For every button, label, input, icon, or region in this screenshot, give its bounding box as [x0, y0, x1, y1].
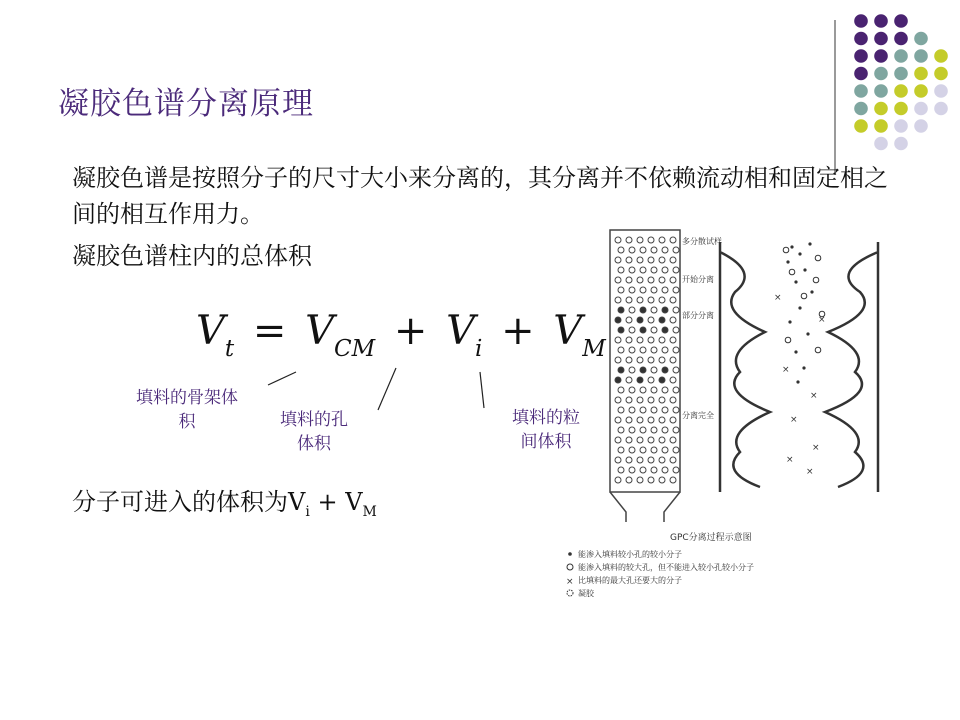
- accessible-prefix: 分子可进入的体积为: [72, 488, 288, 516]
- small-molecule: [803, 268, 806, 271]
- gel-bead: [651, 307, 657, 313]
- gel-bead: [626, 457, 632, 463]
- decorative-dot: [854, 67, 868, 81]
- gel-bead: [637, 417, 643, 423]
- gel-bead: [637, 357, 643, 363]
- pointer-line-interstitial: [480, 372, 484, 408]
- gel-bead: [662, 407, 668, 413]
- gel-bead: [662, 387, 668, 393]
- gel-bead: [615, 477, 621, 483]
- decorative-dot: [874, 14, 888, 28]
- gel-bead: [673, 267, 679, 273]
- gel-bead: [670, 357, 676, 363]
- small-molecule: [790, 245, 793, 248]
- decorative-dot: [854, 84, 868, 98]
- gel-bead: [662, 367, 668, 373]
- gel-bead: [651, 327, 657, 333]
- gel-bead: [670, 257, 676, 263]
- large-molecule: ×: [790, 415, 798, 425]
- formula-term-m: V: [553, 308, 583, 354]
- gel-bead: [670, 337, 676, 343]
- small-molecule: [794, 350, 797, 353]
- gel-bead: [626, 477, 632, 483]
- decorative-dot: [934, 67, 948, 81]
- gel-bead: [637, 237, 643, 243]
- small-molecule: [794, 280, 797, 283]
- formula-term-m-sub: M: [582, 336, 606, 362]
- small-molecule: [806, 332, 809, 335]
- decorative-divider: [834, 20, 836, 175]
- decorative-dot: [914, 32, 928, 46]
- gel-bead: [662, 427, 668, 433]
- gel-bead: [651, 467, 657, 473]
- gel-bead: [626, 417, 632, 423]
- formula-lhs: V: [196, 308, 225, 354]
- right-column-wall-left: [720, 242, 770, 492]
- gel-bead: [615, 377, 621, 383]
- small-molecule: [808, 242, 811, 245]
- gel-bead: [651, 427, 657, 433]
- gel-bead: [615, 397, 621, 403]
- gel-bead: [637, 477, 643, 483]
- accessible-vi: V: [288, 488, 306, 516]
- gel-bead: [648, 417, 654, 423]
- gel-bead: [648, 317, 654, 323]
- gel-bead: [618, 327, 624, 333]
- gel-bead: [648, 297, 654, 303]
- gel-bead: [615, 437, 621, 443]
- left-column-outlet: [610, 492, 680, 522]
- legend-item-3: 比填料的最大孔还要大的分子: [578, 576, 682, 585]
- gpc-separation-figure: [560, 222, 900, 610]
- gel-bead: [659, 357, 665, 363]
- gel-bead: [637, 457, 643, 463]
- formula-plus-1: +: [393, 308, 428, 354]
- decorative-dot: [874, 67, 888, 81]
- gel-bead: [662, 327, 668, 333]
- gel-bead: [662, 307, 668, 313]
- gel-bead: [640, 387, 646, 393]
- gel-bead: [629, 427, 635, 433]
- decorative-dot: [914, 84, 928, 98]
- gel-bead: [673, 387, 679, 393]
- gel-bead: [659, 297, 665, 303]
- total-volume-label: 凝胶色谱柱内的总体积: [72, 242, 312, 270]
- decorative-dot: [854, 119, 868, 133]
- gel-bead: [670, 457, 676, 463]
- gel-bead: [673, 467, 679, 473]
- decorative-dot: [874, 49, 888, 63]
- gel-bead: [659, 237, 665, 243]
- formula-term-i-sub: i: [474, 336, 483, 362]
- decorative-dot: [854, 49, 868, 63]
- right-column-wall-right: [825, 242, 878, 492]
- gel-bead: [626, 377, 632, 383]
- gel-bead: [659, 337, 665, 343]
- gel-bead: [626, 277, 632, 283]
- gel-bead: [670, 437, 676, 443]
- left-column-beads: [615, 237, 679, 483]
- gel-bead: [670, 237, 676, 243]
- gel-bead: [618, 387, 624, 393]
- legend-item-2: 能渗入填料的较大孔，但不能进入较小孔较小分子: [578, 563, 754, 572]
- gel-bead: [648, 397, 654, 403]
- legend-marker-large: ×: [566, 577, 574, 587]
- small-molecule: [796, 380, 799, 383]
- figure-label-done: 分离完全: [682, 411, 714, 420]
- gel-bead: [648, 277, 654, 283]
- formula-term-i: V: [446, 308, 475, 354]
- decorative-dot: [894, 32, 908, 46]
- gel-bead: [659, 397, 665, 403]
- decorative-dot: [934, 102, 948, 116]
- gel-bead: [626, 437, 632, 443]
- gel-bead: [648, 237, 654, 243]
- large-molecule: ×: [782, 365, 790, 375]
- decorative-dot: [894, 84, 908, 98]
- gel-bead: [648, 257, 654, 263]
- gel-bead: [618, 347, 624, 353]
- gel-bead: [673, 247, 679, 253]
- gel-bead: [618, 467, 624, 473]
- gel-bead: [662, 247, 668, 253]
- gel-bead: [640, 447, 646, 453]
- legend-item-4: 凝胶: [578, 589, 594, 598]
- decorative-dot: [874, 119, 888, 133]
- gel-bead: [662, 447, 668, 453]
- annotation-pore-line1: 填料的孔: [280, 410, 348, 430]
- figure-label-part: 部分分离: [682, 311, 714, 320]
- gel-bead: [659, 457, 665, 463]
- gel-bead: [673, 407, 679, 413]
- gel-bead: [670, 297, 676, 303]
- gel-bead: [651, 367, 657, 373]
- gel-bead: [615, 277, 621, 283]
- decorative-dot: [894, 14, 908, 28]
- accessible-volume-text: [72, 482, 377, 520]
- gel-bead: [640, 407, 646, 413]
- gel-bead: [651, 247, 657, 253]
- gel-bead: [659, 477, 665, 483]
- gel-bead: [615, 257, 621, 263]
- decorative-dot: [894, 137, 908, 151]
- gel-bead: [629, 287, 635, 293]
- gel-bead: [615, 357, 621, 363]
- annotation-skeleton-line2: 积: [178, 412, 196, 432]
- gel-bead: [618, 267, 624, 273]
- decorative-dot: [934, 84, 948, 98]
- legend-item-1: 能渗入填料较小孔的较小分子: [578, 550, 682, 559]
- large-molecule: ×: [818, 315, 826, 325]
- gel-bead: [659, 277, 665, 283]
- decorative-dot: [934, 49, 948, 63]
- gel-bead: [670, 317, 676, 323]
- gel-bead: [637, 377, 643, 383]
- gel-bead: [659, 437, 665, 443]
- gel-bead: [673, 307, 679, 313]
- legend-marker-gel: [567, 590, 573, 596]
- pointer-line-skeleton: [268, 372, 296, 385]
- gel-bead: [648, 477, 654, 483]
- gel-bead: [637, 337, 643, 343]
- annotation-interstitial-line1: 填料的粒: [512, 408, 580, 428]
- gel-bead: [670, 477, 676, 483]
- gel-bead: [673, 447, 679, 453]
- decorative-dot: [854, 32, 868, 46]
- gel-bead: [618, 367, 624, 373]
- legend-marker-small: [568, 552, 572, 556]
- annotation-pore-volume: [268, 408, 360, 456]
- annotation-interstitial-line2: 间体积: [520, 432, 572, 452]
- gel-bead: [615, 337, 621, 343]
- gel-bead: [615, 317, 621, 323]
- medium-molecule: [785, 337, 791, 343]
- decorative-dot: [894, 102, 908, 116]
- right-column-particles: [774, 242, 826, 477]
- large-molecule: ×: [806, 467, 814, 477]
- gel-bead: [651, 387, 657, 393]
- gel-bead: [673, 347, 679, 353]
- figure-label-start: 开始分离: [682, 275, 714, 284]
- formula-term-cm-sub: CM: [333, 336, 376, 362]
- gel-bead: [615, 297, 621, 303]
- medium-molecule: [815, 347, 821, 353]
- large-molecule: ×: [812, 443, 820, 453]
- decorative-dot: [854, 14, 868, 28]
- formula-equals: =: [252, 308, 287, 354]
- decorative-dot: [874, 137, 888, 151]
- accessible-vm-sub: M: [362, 504, 377, 520]
- figure-label-sample: 多分散试样: [682, 237, 722, 246]
- gel-bead: [637, 397, 643, 403]
- medium-molecule: [813, 277, 819, 283]
- decorative-dot-grid: [850, 14, 950, 154]
- gel-bead: [637, 277, 643, 283]
- small-molecule: [810, 290, 813, 293]
- gel-bead: [662, 287, 668, 293]
- formula-lhs-sub: t: [224, 336, 235, 362]
- gel-bead: [615, 237, 621, 243]
- gel-bead: [640, 327, 646, 333]
- slide-title: 凝胶色谱分离原理: [58, 86, 314, 122]
- gel-bead: [648, 377, 654, 383]
- gel-bead: [670, 417, 676, 423]
- gel-bead: [637, 317, 643, 323]
- formula-plus-2: +: [501, 308, 535, 354]
- pointer-line-pore: [378, 368, 396, 410]
- gel-bead: [629, 387, 635, 393]
- decorative-dot: [914, 49, 928, 63]
- gel-bead: [629, 447, 635, 453]
- small-molecule: [802, 366, 805, 369]
- decorative-dot: [914, 119, 928, 133]
- small-molecule: [798, 252, 801, 255]
- small-molecule: [798, 306, 801, 309]
- gel-bead: [640, 307, 646, 313]
- gel-bead: [626, 297, 632, 303]
- gel-bead: [618, 447, 624, 453]
- gel-bead: [651, 287, 657, 293]
- gel-bead: [648, 357, 654, 363]
- gel-bead: [648, 437, 654, 443]
- gel-bead: [640, 267, 646, 273]
- gel-bead: [651, 347, 657, 353]
- gel-bead: [615, 457, 621, 463]
- decorative-dot: [894, 49, 908, 63]
- gel-bead: [640, 367, 646, 373]
- annotation-skeleton-line1: 填料的骨架体: [136, 388, 238, 408]
- gel-bead: [626, 257, 632, 263]
- decorative-dot: [874, 32, 888, 46]
- decorative-dot: [894, 119, 908, 133]
- gel-bead: [629, 407, 635, 413]
- decorative-dot: [914, 67, 928, 81]
- medium-molecule: [783, 247, 789, 253]
- accessible-vi-sub: i: [305, 504, 310, 520]
- gel-bead: [659, 377, 665, 383]
- gel-bead: [618, 287, 624, 293]
- accessible-vm: V: [345, 488, 363, 516]
- gel-bead: [640, 247, 646, 253]
- gel-bead: [637, 257, 643, 263]
- gel-bead: [626, 357, 632, 363]
- gel-bead: [629, 347, 635, 353]
- gel-bead: [659, 257, 665, 263]
- gel-bead: [629, 327, 635, 333]
- gel-bead: [648, 457, 654, 463]
- gel-bead: [673, 367, 679, 373]
- gel-bead: [651, 267, 657, 273]
- gel-bead: [626, 397, 632, 403]
- gel-bead: [629, 247, 635, 253]
- gel-bead: [670, 277, 676, 283]
- gel-bead: [626, 337, 632, 343]
- accessible-plus: +: [309, 488, 346, 516]
- gel-bead: [659, 417, 665, 423]
- large-molecule: ×: [786, 455, 794, 465]
- gel-bead: [640, 427, 646, 433]
- decorative-dot: [874, 84, 888, 98]
- gel-bead: [618, 247, 624, 253]
- gel-bead: [618, 407, 624, 413]
- annotation-skeleton-volume: [118, 386, 256, 434]
- gel-bead: [626, 237, 632, 243]
- large-molecule: ×: [774, 293, 782, 303]
- decorative-dot: [874, 102, 888, 116]
- gel-bead: [626, 317, 632, 323]
- gel-bead: [648, 337, 654, 343]
- gel-bead: [673, 327, 679, 333]
- gel-bead: [637, 437, 643, 443]
- gel-bead: [662, 267, 668, 273]
- gel-bead: [629, 307, 635, 313]
- legend-marker-medium: [567, 564, 573, 570]
- gel-bead: [640, 287, 646, 293]
- gel-bead: [637, 297, 643, 303]
- large-molecule: ×: [810, 391, 818, 401]
- gel-bead: [670, 397, 676, 403]
- formula-term-cm: V: [305, 308, 334, 354]
- medium-molecule: [815, 255, 821, 261]
- gel-bead: [651, 407, 657, 413]
- gel-bead: [659, 317, 665, 323]
- medium-molecule: [801, 293, 807, 299]
- gel-bead: [651, 447, 657, 453]
- decorative-dot: [894, 67, 908, 81]
- gel-bead: [618, 307, 624, 313]
- gel-bead: [640, 347, 646, 353]
- decorative-dot: [914, 102, 928, 116]
- gel-bead: [629, 267, 635, 273]
- gel-bead: [662, 467, 668, 473]
- gel-bead: [673, 287, 679, 293]
- gel-bead: [662, 347, 668, 353]
- gel-bead: [618, 427, 624, 433]
- volume-formula: [196, 308, 606, 362]
- gel-bead: [640, 467, 646, 473]
- gel-bead: [673, 427, 679, 433]
- medium-molecule: [789, 269, 795, 275]
- figure-caption: GPC分离过程示意图: [670, 533, 752, 543]
- gel-bead: [629, 367, 635, 373]
- decorative-dot: [854, 102, 868, 116]
- small-molecule: [788, 320, 791, 323]
- annotation-pore-line2: 体积: [297, 434, 331, 454]
- gel-bead: [629, 467, 635, 473]
- intro-paragraph: 凝胶色谱是按照分子的尺寸大小来分离的，其分离并不依赖流动相和固定相之间的相互作用力。: [72, 164, 888, 228]
- small-molecule: [786, 260, 789, 263]
- gel-bead: [615, 417, 621, 423]
- gel-bead: [670, 377, 676, 383]
